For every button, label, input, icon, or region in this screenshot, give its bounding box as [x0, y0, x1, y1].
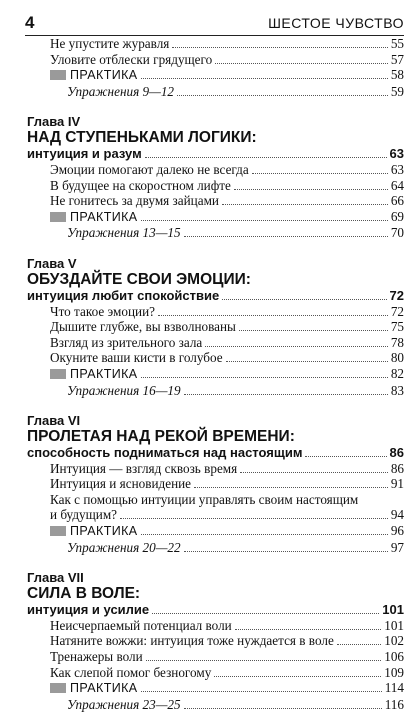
- toc-entry[interactable]: Интуиция — взгляд сквозь время 86: [50, 460, 404, 476]
- chapter-title: НАД СТУПЕНЬКАМИ ЛОГИКИ:: [27, 129, 257, 147]
- page-number: 4: [25, 13, 35, 32]
- toc-entry[interactable]: В будущее на скоростном лифте 64: [50, 177, 404, 193]
- chapter-label: Глава IV: [27, 114, 81, 130]
- toc-entry[interactable]: Интуиция и ясновидение 91: [50, 476, 404, 492]
- toc-entry[interactable]: Тренажеры воли 106: [50, 649, 404, 665]
- toc-entry-practice[interactable]: ПРАКТИКА 114: [27, 680, 404, 697]
- toc-entry-exercises[interactable]: Упражнения 23—25 116: [67, 696, 404, 712]
- chapter-label: Глава VI: [27, 413, 81, 429]
- toc-entry[interactable]: Что такое эмоции? 72: [50, 303, 404, 319]
- toc-entry-practice[interactable]: ПРАКТИКА 82: [27, 366, 404, 383]
- practice-marker-icon: [50, 683, 66, 693]
- toc-entry[interactable]: Дышите глубже, вы взволнованы 75: [50, 319, 404, 335]
- toc-entry-practice[interactable]: ПРАКТИКА 69: [27, 209, 404, 226]
- chapter-subtitle[interactable]: интуиция любит спокойствие 72: [27, 287, 404, 303]
- toc-entry[interactable]: Не гонитесь за двумя зайцами 66: [50, 193, 404, 209]
- chapter-subtitle[interactable]: интуиция и усилие 101: [27, 602, 404, 618]
- chapter-title: ПРОЛЕТАЯ НАД РЕКОЙ ВРЕМЕНИ:: [27, 428, 295, 446]
- chapter-label: Глава V: [27, 255, 77, 271]
- toc-entry-practice[interactable]: ПРАКТИКА 58: [27, 67, 404, 84]
- toc-entry[interactable]: Не упустите журавля 55: [50, 36, 404, 51]
- toc-entry[interactable]: Неисчерпаемый потенциал воли 101: [50, 617, 404, 633]
- toc-entry[interactable]: Окуните ваши кисти в голубое 80: [50, 350, 404, 366]
- toc-entry-exercises[interactable]: Упражнения 16—19 83: [67, 382, 404, 398]
- running-header: [0, 0, 416, 34]
- running-title: ШЕСТОЕ ЧУВСТВО: [268, 15, 404, 31]
- toc-entry-exercises[interactable]: Упражнения 13—15 70: [67, 225, 404, 241]
- toc-entry-line1[interactable]: Как с помощью интуиции управлять своим настоящим: [50, 491, 359, 507]
- table-of-contents: [27, 36, 404, 712]
- chapter-subtitle[interactable]: способность подниматься над настоящим 86: [27, 445, 404, 461]
- practice-marker-icon: [50, 212, 66, 222]
- practice-marker-icon: [50, 526, 66, 536]
- toc-entry[interactable]: Взгляд из зрительного зала 78: [50, 334, 404, 350]
- chapter-label: Глава VII: [27, 570, 84, 586]
- toc-entry[interactable]: Уловите отблески грядущего 57: [50, 51, 404, 67]
- toc-entry[interactable]: Натяните вожжи: интуиция тоже нуждается в воле 102: [50, 633, 404, 649]
- practice-marker-icon: [50, 369, 66, 379]
- toc-entry-line2[interactable]: и будущим? 94: [50, 507, 404, 523]
- practice-marker-icon: [50, 70, 66, 80]
- toc-entry[interactable]: Эмоции помогают далеко не всегда 63: [50, 161, 404, 177]
- chapter-title: СИЛА В ВОЛЕ:: [27, 585, 141, 603]
- toc-entry-practice[interactable]: ПРАКТИКА 96: [27, 523, 404, 540]
- chapter-subtitle[interactable]: интуиция и разум 63: [27, 146, 404, 162]
- toc-entry-exercises[interactable]: Упражнения 20—22 97: [67, 539, 404, 555]
- toc-entry-exercises[interactable]: Упражнения 9—12 59: [67, 83, 404, 99]
- chapter-title: ОБУЗДАЙТЕ СВОИ ЭМОЦИИ:: [27, 270, 251, 288]
- toc-entry[interactable]: Как слепой помог безногому 109: [50, 664, 404, 680]
